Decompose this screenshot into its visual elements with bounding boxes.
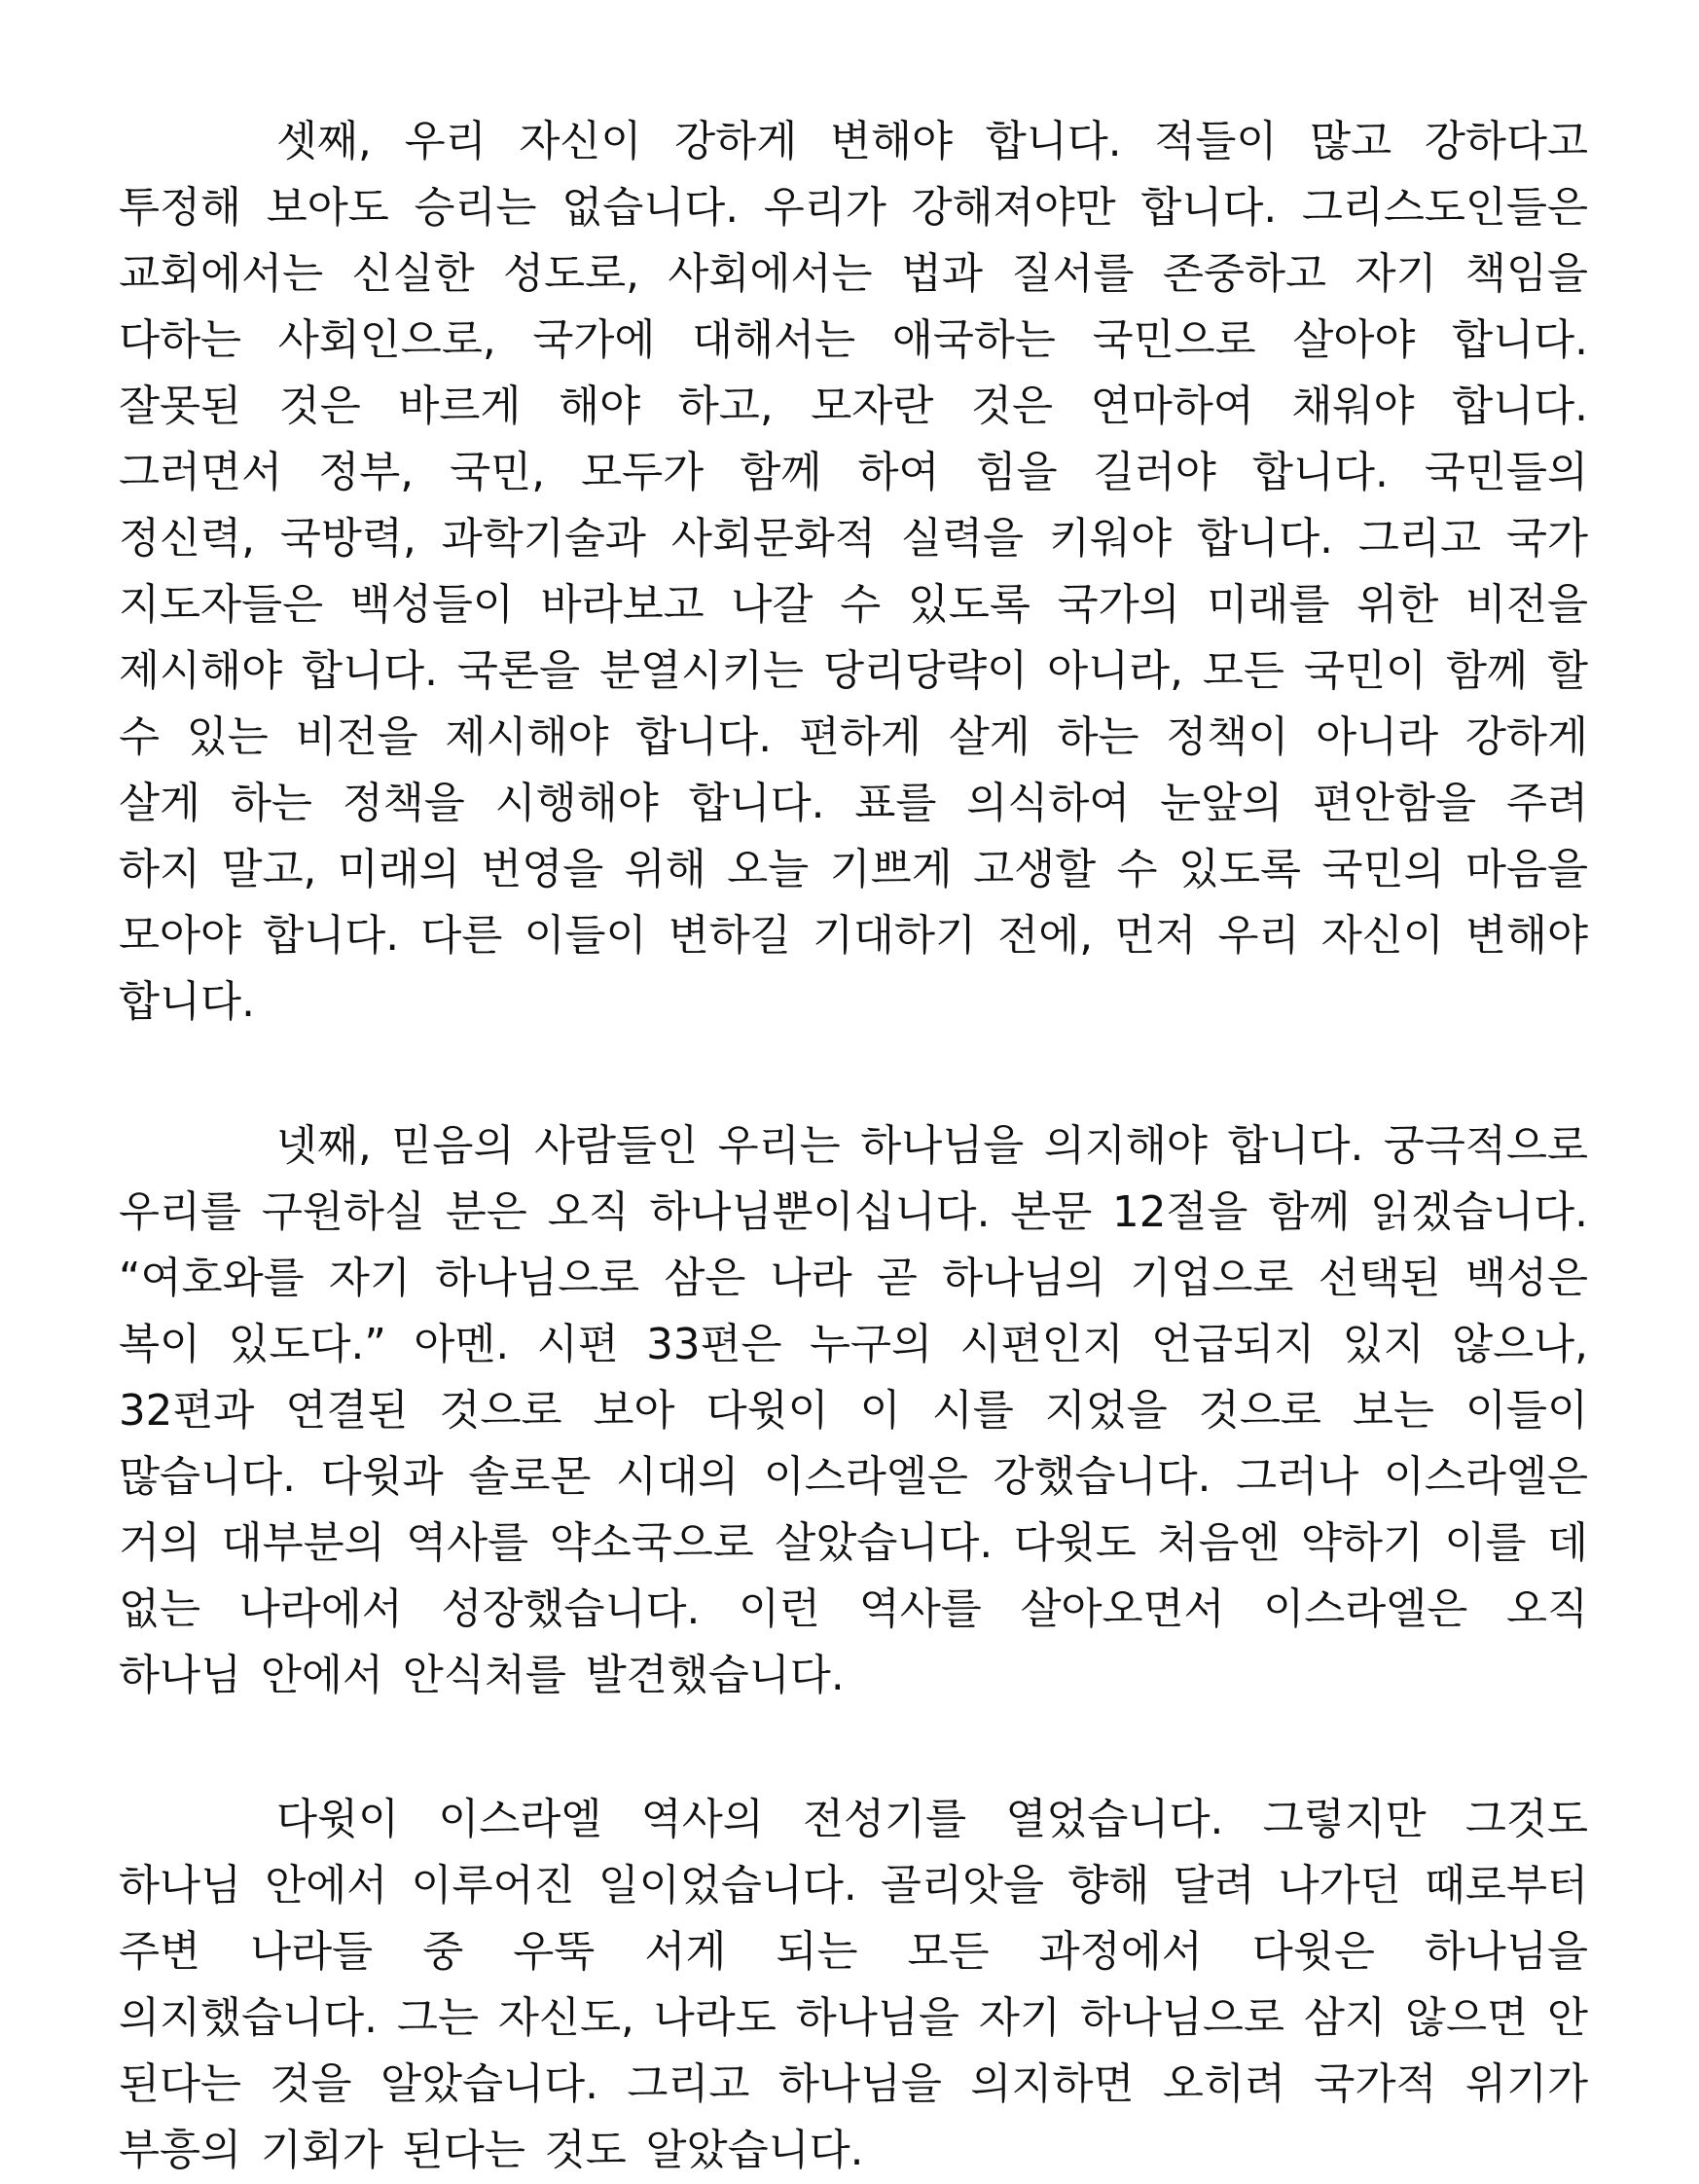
paragraph-third-point: 셋째, 우리 자신이 강하게 변해야 합니다. 적들이 많고 강하다고 투정해 보아도 승리는 없습니다. 우리가 강해져야만 합니다. 그리스도인들은 교회에서는 신실한 성도로, 사회에서는 법과 질서를 존중하고 자기 책임을 다하는 사회인으로, 국가에 대해서는 애국하는 국민으로 살아야 합니다. 잘못된 것은 바르게 해야 하고, 모자란 것은 연마하여 채워야 합니다. 그러면서 정부, 국민, 모두가 함께 하여 힘을 길러야 합니다. 국민들의 정신력, 국방력, 과학기술과 사회문화적 실력을 키워야 합니다. 그리고 국가 지도자들은 백성들이 바라보고 나갈 수 있도록 국가의 미래를 위한 비전을 제시해야 합니다. 국론을 분열시키는 당리당략이 아니라, 모든 국민이 함께 할 수 있는 비전을 제시해야 합니다. 편하게 살게 하는 정책이 아니라 강하게 살게 하는 정책을 시행해야 합니다. 표를 의식하여 눈앞의 편안함을 주려 하지 말고, 미래의 번영을 위해 오늘 기쁘게 고생할 수 있도록 국민의 마음을 모아야 합니다. 다른 이들이 변하길 기대하기 전에, 먼저 우리 자신이 변해야 합니다. (119, 118, 1588, 1027)
document-page (119, 109, 1588, 2184)
paragraph-fourth-point: 넷째, 믿음의 사람들인 우리는 하나님을 의지해야 합니다. 궁극적으로 우리를 구원하실 분은 오직 하나님뿐이십니다. 본문 12절을 함께 읽겠습니다. “여호와를 자기 하나님으로 삼은 나라 곧 하나님의 기업으로 선택된 백성은 복이 있도다.” 아멘. 시편 33편은 누구의 시편인지 언급되지 있지 않으나, 32편과 연결된 것으로 보아 다윗이 이 시를 지었을 것으로 보는 이들이 많습니다. 다윗과 솔로몬 시대의 이스라엘은 강했습니다. 그러나 이스라엘은 거의 대부분의 역사를 약소국으로 살았습니다. 다윗도 처음엔 약하기 이를 데 없는 나라에서 성장했습니다. 이런 역사를 살아오면서 이스라엘은 오직 하나님 안에서 안식처를 발견했습니다. (119, 1122, 1588, 1700)
paragraph-david: 다윗이 이스라엘 역사의 전성기를 열었습니다. 그렇지만 그것도 하나님 안에서 이루어진 일이었습니다. 골리앗을 향해 달려 나가던 때로부터 주변 나라들 중 우뚝 서게 되는 모든 과정에서 다윗은 하나님을 의지했습니다. 그는 자신도, 나라도 하나님을 자기 하나님으로 삼지 않으면 안 된다는 것을 알았습니다. 그리고 하나님을 의지하면 오히려 국가적 위기가 부흥의 기회가 된다는 것도 알았습니다. (119, 1796, 1588, 2175)
